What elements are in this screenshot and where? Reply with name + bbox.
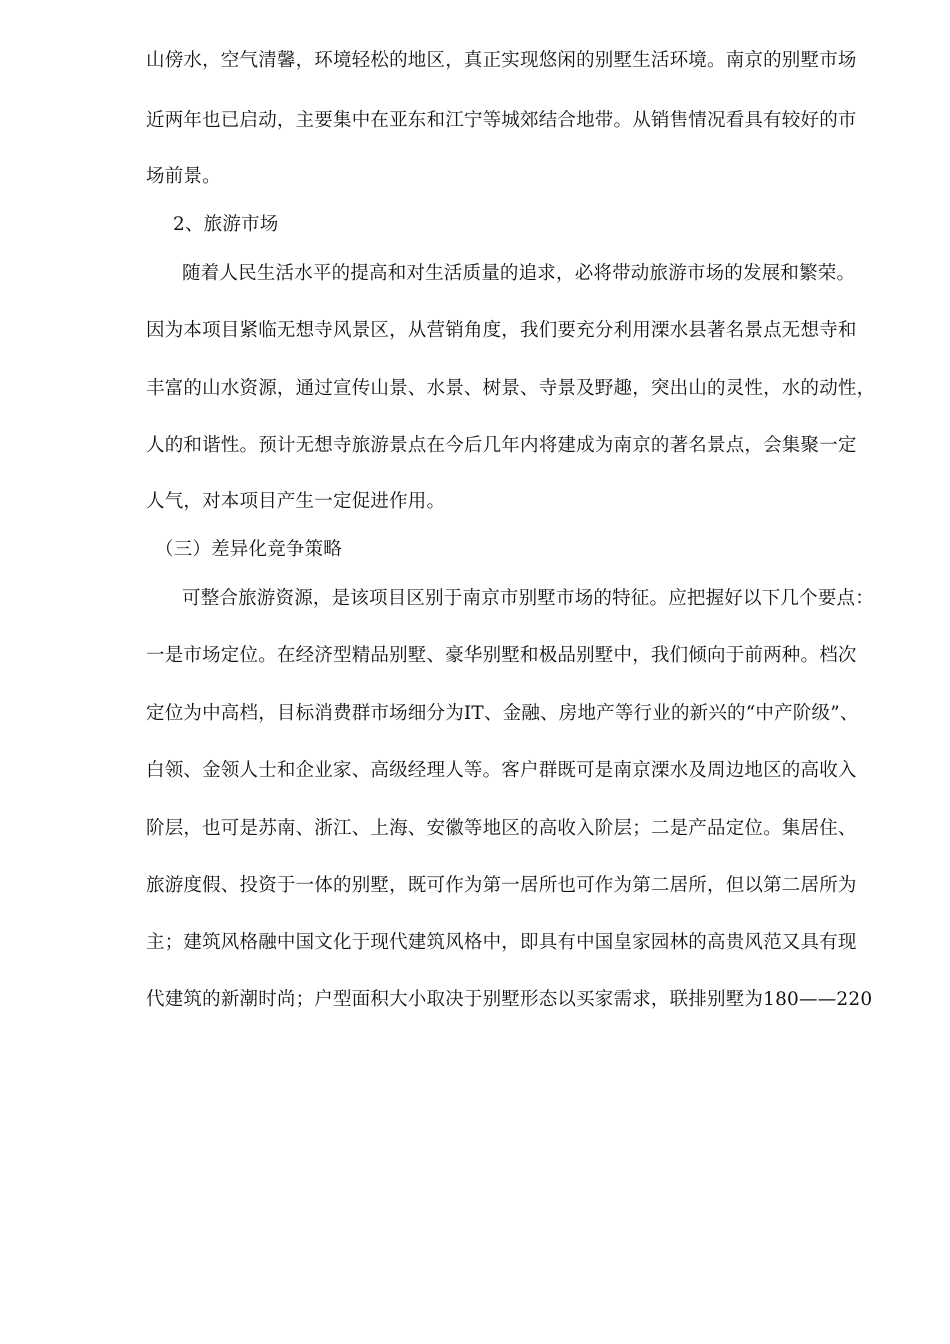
paragraph-2-line-3: 丰富的山水资源，通过宣传山景、水景、树景、寺景及野趣，突出山的灵性，水的动性， [146,378,876,399]
paragraph-3-line-6: 旅游度假、投资于一体的别墅，既可作为第一居所也可作为第二居所，但以第二居所为 [146,875,857,896]
section-heading-differentiation-strategy: （三）差异化竞争策略 [155,539,343,560]
paragraph-2-line-1: 随着人民生活水平的提高和对生活质量的追求，必将带动旅游市场的发展和繁荣。 [182,263,856,284]
paragraph-3-line-7: 主；建筑风格融中国文化于现代建筑风格中，即具有中国皇家园林的高贵风范又具有现 [146,932,857,953]
paragraph-2-line-5: 人气，对本项目产生一定促进作用。 [146,491,446,512]
paragraph-3-line-8: 代建筑的新潮时尚；户型面积大小取决于别墅形态以买家需求，联排别墅为180——220 [146,989,873,1010]
paragraph-3-line-5: 阶层，也可是苏南、浙江、上海、安徽等地区的高收入阶层；二是产品定位。集居住、 [146,818,857,839]
paragraph-3-line-1: 可整合旅游资源，是该项目区别于南京市别墅市场的特征。应把握好以下几个要点： [182,588,874,609]
paragraph-3-line-3: 定位为中高档，目标消费群市场细分为IT、金融、房地产等行业的新兴的“中产阶级”、 [146,703,859,724]
paragraph-2-line-4: 人的和谐性。预计无想寺旅游景点在今后几年内将建成为南京的著名景点，会集聚一定 [146,435,857,456]
paragraph-3-line-2: 一是市场定位。在经济型精品别墅、豪华别墅和极品别墅中，我们倾向于前两种。档次 [146,645,857,666]
paragraph-2-line-2: 因为本项目紧临无想寺风景区，从营销角度，我们要充分利用溧水县著名景点无想寺和 [146,320,857,341]
paragraph-1-line-1: 山傍水，空气清馨，环境轻松的地区，真正实现悠闲的别墅生活环境。南京的别墅市场 [146,50,857,71]
section-heading-tourism-market: 2、旅游市场 [173,214,279,235]
paragraph-1-line-2: 近两年也已启动，主要集中在亚东和江宁等城郊结合地带。从销售情况看具有较好的市 [146,110,857,131]
paragraph-1-line-3: 场前景。 [146,166,221,187]
paragraph-3-line-4: 白领、金领人士和企业家、高级经理人等。客户群既可是南京溧水及周边地区的高收入 [146,760,857,781]
